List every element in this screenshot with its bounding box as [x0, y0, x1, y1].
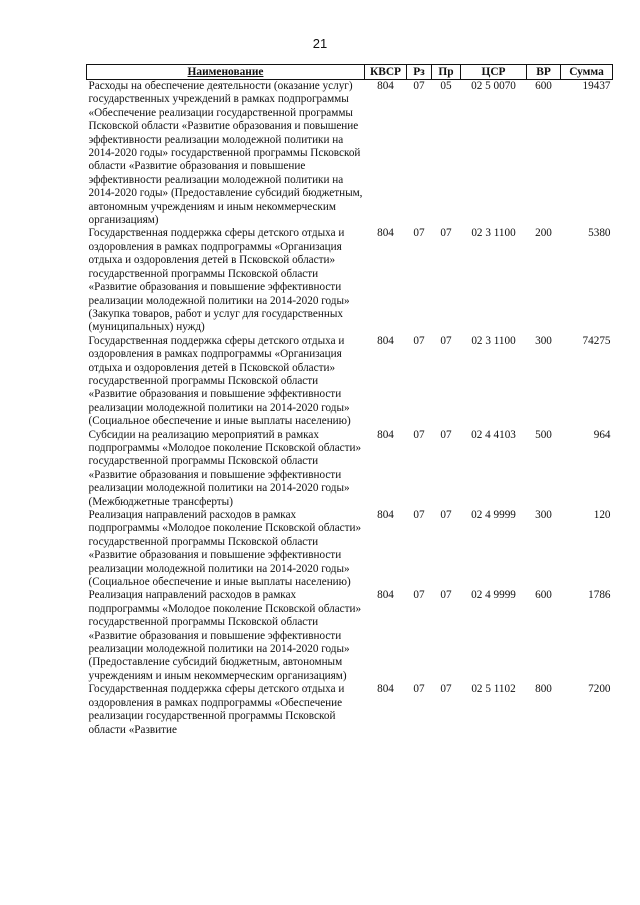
row-pr: 07	[440, 227, 452, 240]
table-row	[87, 429, 613, 509]
table-header	[87, 65, 613, 80]
row-sum: 964	[593, 428, 611, 441]
row-vr: 300	[535, 509, 552, 521]
row-csr: 02 4 4103	[471, 428, 516, 441]
row-kvsr: 804	[377, 509, 394, 521]
row-csr: 02 4 9999	[471, 509, 516, 521]
table-row	[87, 335, 613, 429]
row-rz: 07	[413, 227, 425, 240]
row-name: Государственная поддержка сферы детского отдыха и оздоровления в рамках подпрограммы «Организация отдыха и оздоровления детей в Псковской области» государственной программы Псковской области «Развитие образования и повышение эффективности реализации молодежной политики на 2014-2020 годы» (Закупка товаров, работ и услуг для государственных (муниципальных) нужд)	[88, 227, 350, 334]
row-vr: 600	[535, 80, 552, 92]
row-name: Государственная поддержка сферы детского отдыха и оздоровления в рамках подпрограммы «Обеспечение реализации государственной программы Псковской области «Развитие	[88, 683, 345, 736]
row-sum: 7200	[588, 683, 611, 696]
row-sum: 5380	[588, 227, 611, 240]
row-pr: 05	[440, 80, 452, 92]
row-rz: 07	[413, 428, 425, 441]
row-csr: 02 5 0070	[471, 80, 516, 92]
header-rz: Рз	[407, 65, 432, 80]
row-rz: 07	[413, 509, 425, 521]
header-sum: Сумма	[561, 65, 613, 80]
row-name: Реализация направлений расходов в рамках подпрограммы «Молодое поколение Псковской области» государственной программы Псковской области «Развитие образования и повышение эффективности реализации молодежной политики на 2014-2020 годы» (Предоставление субсидий бюджетным, автономным учреждениям и иным некоммерческим организациям)	[88, 589, 362, 682]
row-csr: 02 3 1100	[471, 334, 516, 347]
row-csr: 02 5 1102	[471, 683, 516, 696]
row-kvsr: 804	[377, 683, 394, 696]
row-rz: 07	[413, 589, 425, 602]
row-vr: 600	[535, 589, 552, 602]
row-pr: 07	[440, 334, 452, 347]
header-csr: ЦСР	[461, 65, 527, 80]
header-kvsr: КВСР	[365, 65, 407, 80]
row-csr: 02 3 1100	[471, 227, 516, 240]
row-kvsr: 804	[377, 334, 394, 347]
row-pr: 07	[440, 428, 452, 441]
row-rz: 07	[413, 334, 425, 347]
row-kvsr: 804	[377, 227, 394, 240]
table-body	[87, 80, 613, 737]
row-vr: 500	[535, 428, 552, 441]
table-row	[87, 589, 613, 683]
row-name: Расходы на обеспечение деятельности (оказание услуг) государственных учреждений в рамках подпрограммы «Обеспечение реализации государственной программы Псковской области «Развитие образования и повышение эффективности реализации молодежной политики на 2014-2020 годы» государственной программы Псковской области «Развитие образования и повышение эффективности реализации молодежной политики на 2014-2020 годы» (Предоставление субсидий бюджетным, автономным учреждениям и иным некоммерческим организациям)	[88, 80, 363, 227]
header-name: Наименование	[87, 65, 365, 80]
table-row	[87, 509, 613, 589]
row-name: Субсидии на реализацию мероприятий в рамках подпрограммы «Молодое поколение Псковской области» государственной программы Псковской области «Развитие образования и повышение эффективности реализации молодежной политики на 2014-2020 годы» (Межбюджетные трансферты)	[88, 428, 362, 508]
row-sum: 120	[593, 509, 611, 521]
budget-table	[86, 64, 613, 737]
row-pr: 07	[440, 589, 452, 602]
table-row	[87, 80, 613, 228]
row-kvsr: 804	[377, 80, 394, 92]
row-vr: 800	[535, 683, 552, 696]
header-vr: ВР	[527, 65, 561, 80]
row-vr: 300	[535, 334, 552, 347]
table-row	[87, 683, 613, 737]
table-row	[87, 227, 613, 334]
row-kvsr: 804	[377, 428, 394, 441]
row-kvsr: 804	[377, 589, 394, 602]
row-name: Реализация направлений расходов в рамках подпрограммы «Молодое поколение Псковской области» государственной программы Псковской области «Развитие образования и повышение эффективности реализации молодежной политики на 2014-2020 годы» (Социальное обеспечение и иные выплаты населению)	[88, 509, 362, 589]
row-pr: 07	[440, 509, 452, 521]
row-vr: 200	[535, 227, 552, 240]
row-csr: 02 4 9999	[471, 589, 516, 602]
row-rz: 07	[413, 683, 425, 696]
row-rz: 07	[413, 80, 425, 92]
row-pr: 07	[440, 683, 452, 696]
row-sum: 1786	[588, 589, 611, 602]
row-sum: 19437	[582, 80, 611, 92]
row-sum: 74275	[582, 334, 611, 347]
header-pr: Пр	[432, 65, 461, 80]
page-number: 21	[312, 36, 328, 51]
row-name: Государственная поддержка сферы детского отдыха и оздоровления в рамках подпрограммы «Организация отдыха и оздоровления детей в Псковской области» государственной программы Псковской области «Развитие образования и повышение эффективности реализации молодежной политики на 2014-2020 годы» (Социальное обеспечение и иные выплаты населению)	[88, 334, 351, 428]
